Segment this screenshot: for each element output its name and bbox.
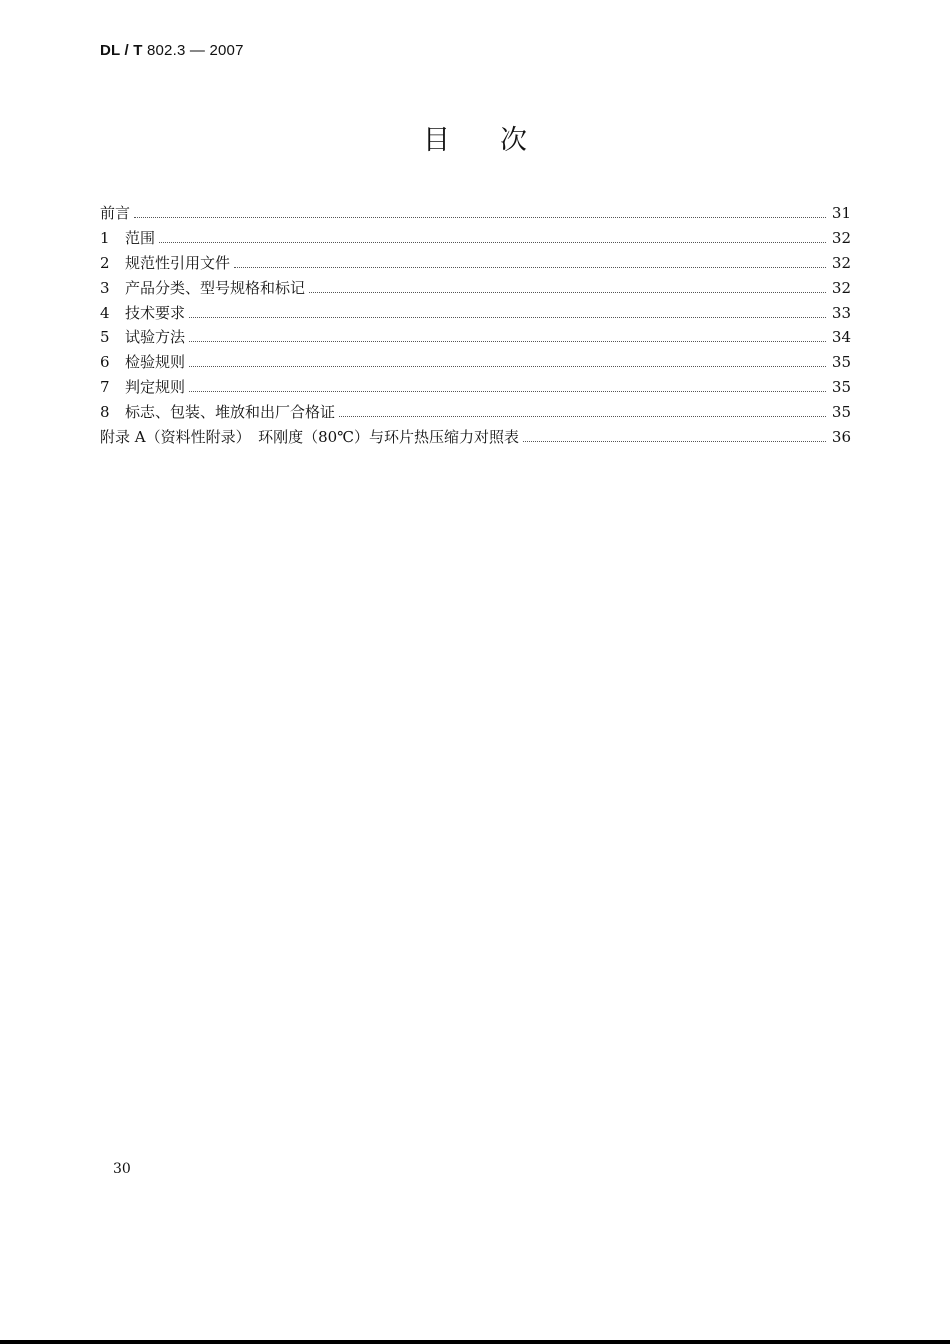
dot-leader	[189, 366, 826, 367]
page-number: 30	[113, 1161, 131, 1177]
toc-entry-page: 32	[831, 278, 851, 297]
toc-entry-number: 6	[100, 353, 110, 372]
dot-leader	[189, 341, 826, 342]
toc-entry-text: 规范性引用文件	[125, 253, 231, 272]
dot-leader	[189, 391, 826, 392]
toc-title: 目次	[423, 125, 577, 156]
toc-entry-number: 5	[100, 328, 110, 347]
toc-entry-page: 34	[831, 328, 851, 347]
bottom-border	[0, 1340, 950, 1344]
toc-list	[100, 202, 851, 451]
dot-leader	[189, 317, 826, 318]
dot-leader	[523, 441, 826, 442]
toc-entry-text: 标志、包装、堆放和出厂合格证	[125, 403, 336, 422]
toc-entry-test-methods[interactable]	[100, 326, 851, 351]
toc-entry-page: 32	[831, 253, 851, 272]
toc-entry-text: 范围	[125, 228, 156, 247]
toc-entry-number: 8	[100, 403, 110, 422]
toc-entry-number: 2	[100, 253, 110, 272]
toc-entry-marking-packaging[interactable]	[100, 401, 851, 426]
document-header	[100, 42, 244, 59]
dot-leader	[159, 242, 826, 243]
toc-entry-classification[interactable]	[100, 277, 851, 302]
toc-entry-number: 1	[100, 228, 110, 247]
toc-entry-page: 31	[831, 204, 851, 222]
toc-entry-number: 7	[100, 378, 110, 397]
toc-entry-annex-a[interactable]	[100, 426, 851, 451]
toc-entry-foreword[interactable]	[100, 202, 851, 227]
toc-entry-page: 33	[831, 303, 851, 322]
toc-entry-page: 35	[831, 353, 851, 372]
toc-entry-text: 技术要求	[125, 303, 186, 322]
dot-leader	[309, 292, 826, 293]
toc-entry-judgement-rules[interactable]	[100, 376, 851, 401]
toc-entry-text: 产品分类、型号规格和标记	[125, 278, 306, 297]
toc-entry-page: 35	[831, 378, 851, 397]
standard-code: DL / T	[100, 42, 143, 59]
toc-entry-number: 3	[100, 278, 110, 297]
toc-entry-number: 4	[100, 303, 110, 322]
dot-leader	[134, 217, 826, 218]
dot-leader	[339, 416, 826, 417]
toc-entry-text: 前言	[100, 204, 131, 222]
toc-entry-page: 36	[831, 428, 851, 447]
standard-number: 802.3 — 2007	[146, 42, 244, 59]
dot-leader	[234, 267, 826, 268]
toc-entry-page: 35	[831, 403, 851, 422]
toc-entry-text: 检验规则	[125, 353, 186, 372]
toc-entry-technical-requirements[interactable]	[100, 302, 851, 327]
toc-entry-text: 判定规则	[125, 378, 186, 397]
toc-entry-text: 试验方法	[125, 328, 186, 347]
toc-entry-inspection-rules[interactable]	[100, 351, 851, 376]
toc-entry-page: 32	[831, 228, 851, 247]
toc-entry-normative-references[interactable]	[100, 252, 851, 277]
toc-entry-text: 附录 A（资料性附录） 环刚度（80℃）与环片热压缩力对照表	[100, 428, 519, 447]
toc-entry-scope[interactable]	[100, 227, 851, 252]
